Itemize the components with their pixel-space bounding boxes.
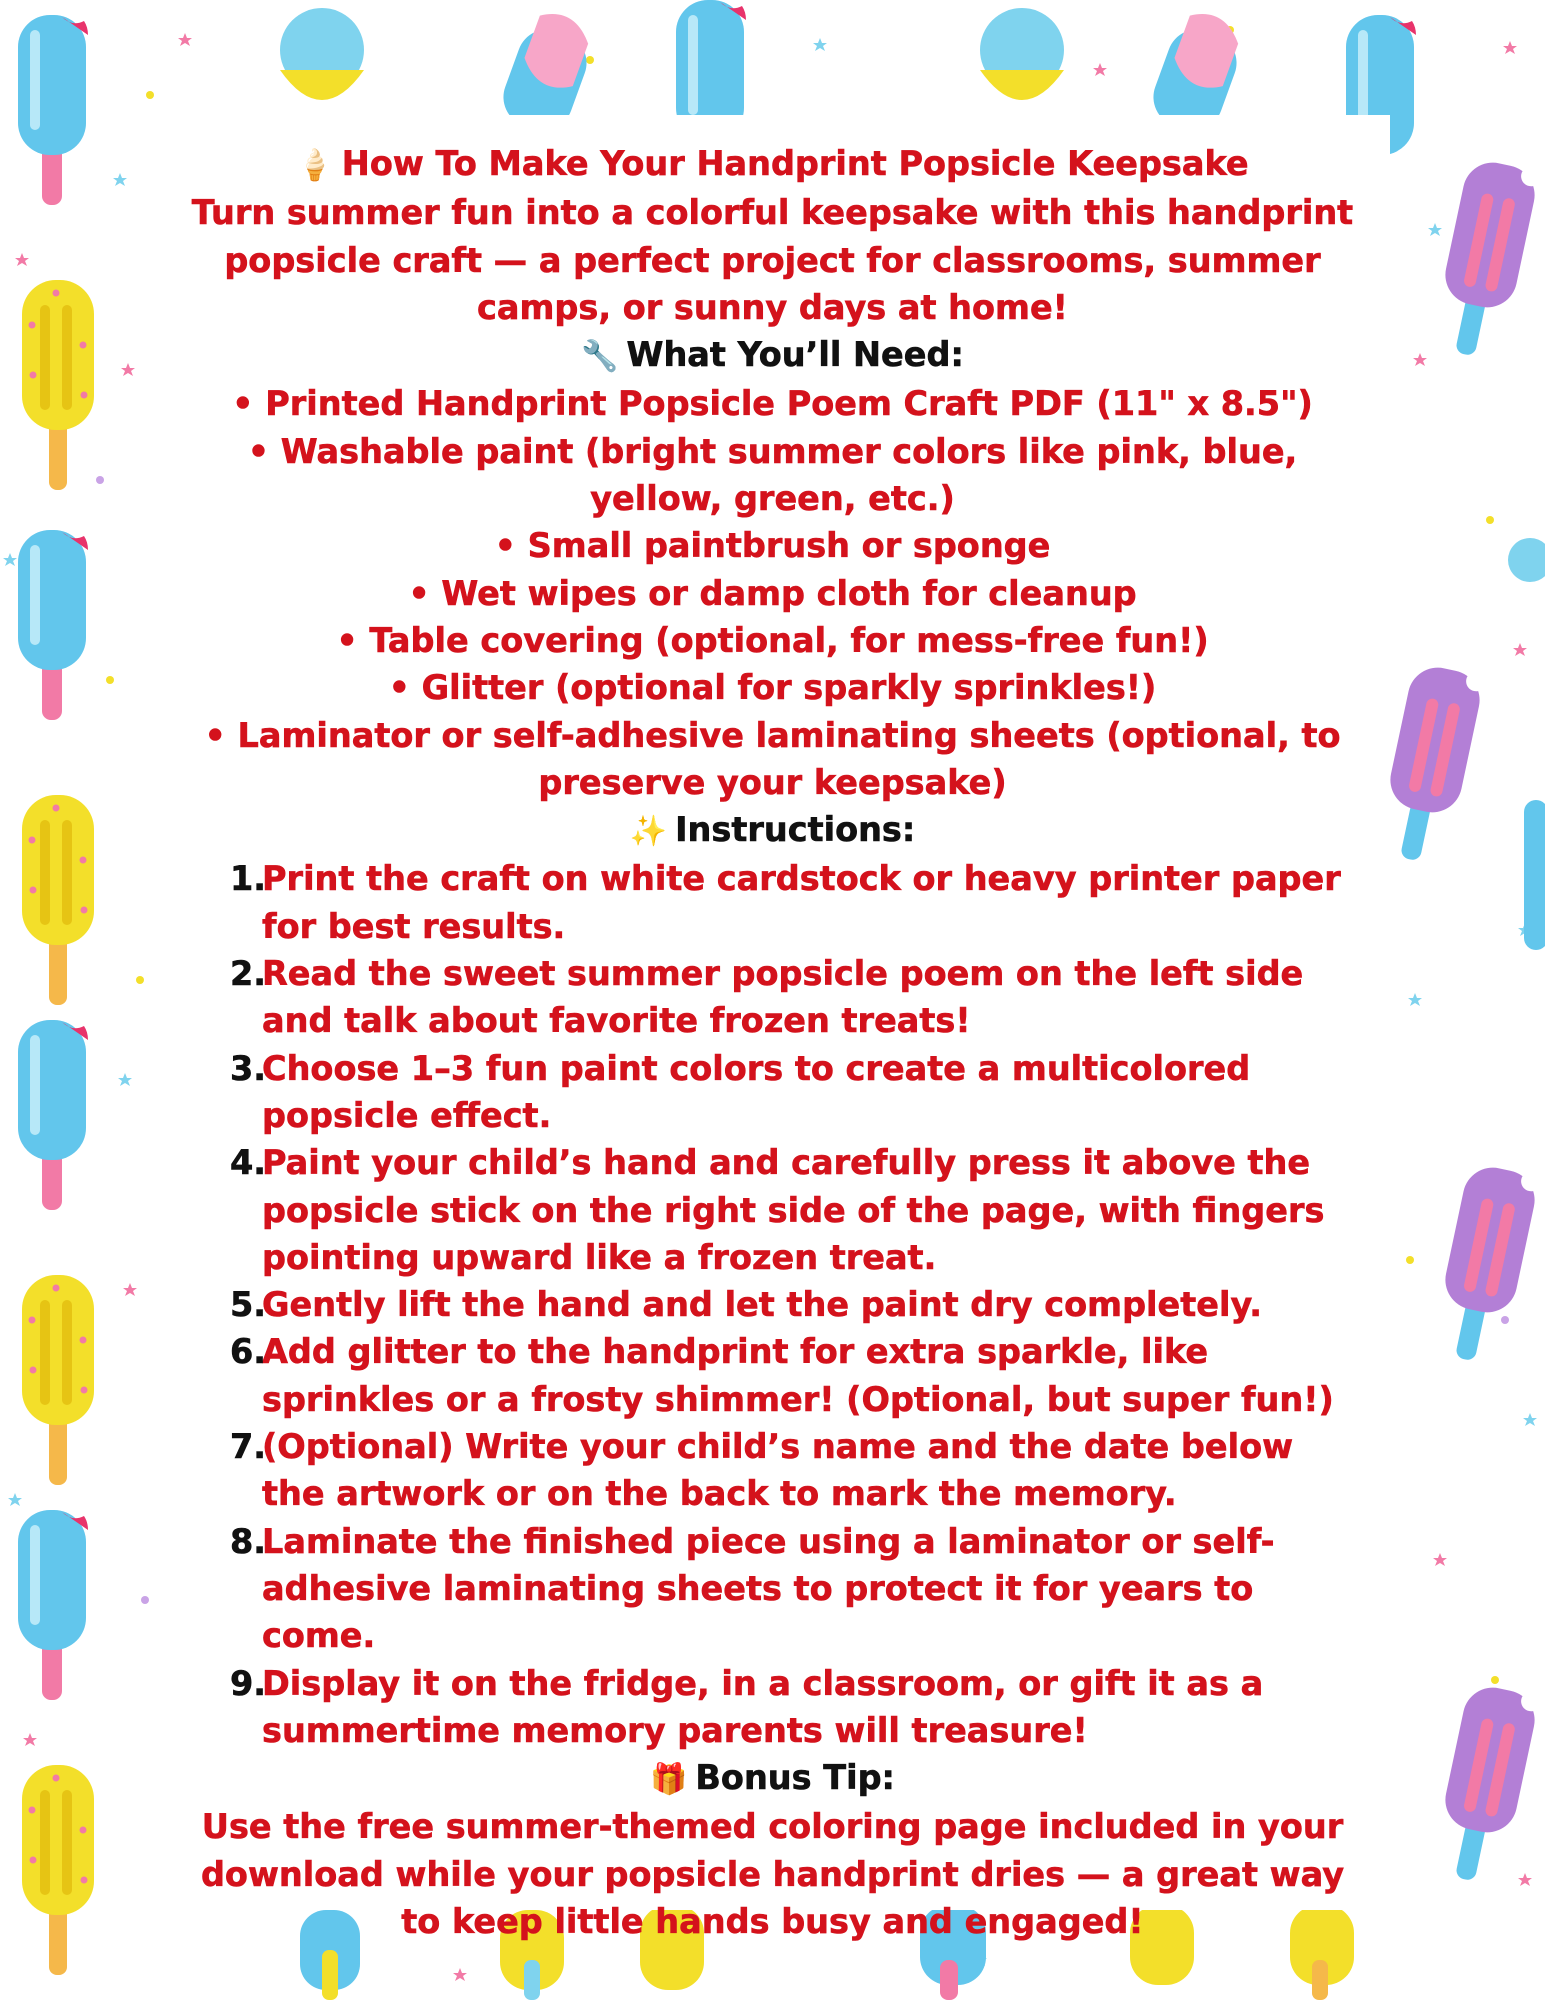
sparkles-icon: ✨ xyxy=(629,814,668,850)
supply-item: • Table covering (optional, for mess-free fun!) xyxy=(336,620,1209,660)
instruction-step: 1. Print the craft on white cardstock or heavy printer paper for best results. xyxy=(230,859,1341,946)
instruction-step: 5. Gently lift the hand and let the paint dry completely. xyxy=(230,1285,1262,1325)
instruction-step: 8. Laminate the finished piece using a laminator or self-adhesive laminating sheets to protect it for years to come. xyxy=(230,1521,1275,1656)
supply-item: • Wet wipes or damp cloth for cleanup xyxy=(408,573,1137,613)
supply-item: • Laminator or self-adhesive laminating sheets (optional, to preserve your keepsake) xyxy=(204,715,1341,802)
wrench-icon: 🔧 xyxy=(581,339,619,375)
supply-item: • Small paintbrush or sponge xyxy=(494,526,1051,566)
instruction-step: 6. Add glitter to the handprint for extra sparkle, like sprinkles or a frosty shimmer! (Optional, but super fun!) xyxy=(230,1332,1334,1419)
instructions-heading: ✨ Instructions: xyxy=(629,810,916,850)
supply-item: • Glitter (optional for sparkly sprinkles!) xyxy=(388,668,1157,708)
instruction-steps xyxy=(190,855,1355,1754)
craft-instructions xyxy=(190,140,1355,1945)
instruction-step: 3. Choose 1–3 fun paint colors to create a multicolored popsicle effect. xyxy=(230,1048,1251,1135)
page-title: 🍦 How To Make Your Handprint Popsicle Keepsake xyxy=(296,144,1249,183)
bonus-heading: 🎁 Bonus Tip: xyxy=(650,1758,895,1798)
intro-text: Turn summer fun into a colorful keepsake with this handprint popsicle craft — a perfect project for classrooms, summer camps, or sunny days at home! xyxy=(191,193,1354,327)
instruction-step: 7. (Optional) Write your child’s name and the date below the artwork or on the back to mark the memory. xyxy=(230,1427,1294,1514)
needs-heading: 🔧 What You’ll Need: xyxy=(581,335,964,375)
instruction-step: 4. Paint your child’s hand and carefully press it above the popsicle stick on the right side of the page, with fingers pointing upward like a frozen treat. xyxy=(230,1143,1325,1277)
gift-icon: 🎁 xyxy=(650,1762,688,1798)
top-ice-cream xyxy=(280,8,1064,100)
ice-cream-icon: 🍦 xyxy=(296,148,334,183)
supply-item: • Printed Handprint Popsicle Poem Craft PDF (11" x 8.5") xyxy=(232,384,1313,424)
bonus-text: Use the free summer-themed coloring page included in your download while your popsicle handprint dries — a great way to keep little hands busy and engaged! xyxy=(200,1807,1345,1941)
instruction-step: 2. Read the sweet summer popsicle poem on the left side and talk about favorite frozen treats! xyxy=(230,954,1304,1041)
supply-item: • Washable paint (bright summer colors like pink, blue, yellow, green, etc.) xyxy=(247,431,1298,519)
instruction-step: 9. Display it on the fridge, in a classroom, or gift it as a summertime memory parents will treasure! xyxy=(230,1663,1264,1750)
